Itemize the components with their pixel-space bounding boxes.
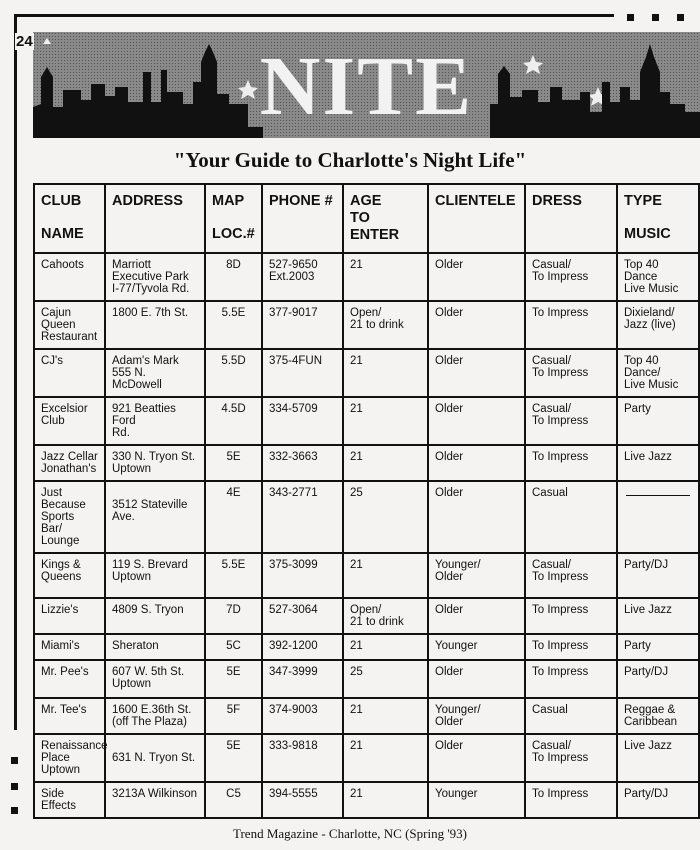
table-row <box>34 397 699 445</box>
cell-phone: 333-9818 <box>262 734 343 782</box>
cell-address: Adam's Mark 555 N. McDowell <box>105 349 205 397</box>
cell-dress: Casual/ To Impress <box>525 349 617 397</box>
cell-map: 5.5E <box>205 553 262 598</box>
cell-club: Mr. Pee's <box>34 660 105 698</box>
cell-music: Live Jazz <box>617 598 699 634</box>
cell-club: Side Effects <box>34 782 105 818</box>
header-dress: DRESS <box>525 184 617 253</box>
cell-music: Live Jazz <box>617 734 699 782</box>
cell-phone: 377-9017 <box>262 301 343 349</box>
cell-age: 21 <box>343 782 428 818</box>
cell-clientele: Older <box>428 660 525 698</box>
cell-map: C5 <box>205 782 262 818</box>
table-row <box>34 253 699 301</box>
cell-map: 5.5E <box>205 301 262 349</box>
empty-dash <box>626 495 690 496</box>
cell-dress: To Impress <box>525 445 617 481</box>
frame-rule-top <box>14 14 614 17</box>
cell-clientele: Older <box>428 445 525 481</box>
bullet-square <box>652 14 659 21</box>
cell-music: Dixieland/ Jazz (live) <box>617 301 699 349</box>
cell-age: 21 <box>343 698 428 734</box>
cell-address: 1800 E. 7th St. <box>105 301 205 349</box>
cell-music: Party/DJ <box>617 553 699 598</box>
cell-club: Kings & Queens <box>34 553 105 598</box>
cell-music <box>617 481 699 553</box>
cell-address: 607 W. 5th St. Uptown <box>105 660 205 698</box>
bullet-square <box>627 14 634 21</box>
cell-phone: 392-1200 <box>262 634 343 660</box>
cell-phone: 334-5709 <box>262 397 343 445</box>
cell-address: 4809 S. Tryon <box>105 598 205 634</box>
cell-map: 5C <box>205 634 262 660</box>
cell-club: Miami's <box>34 634 105 660</box>
cell-phone: 332-3663 <box>262 445 343 481</box>
cell-map: 5E <box>205 734 262 782</box>
nightlife-table <box>33 183 700 819</box>
cell-music: Top 40 Dance Live Music <box>617 253 699 301</box>
cell-clientele: Older <box>428 349 525 397</box>
cell-address: Sheraton <box>105 634 205 660</box>
cell-map: 4E <box>205 481 262 553</box>
cell-phone: 527-9650 Ext.2003 <box>262 253 343 301</box>
cell-address: 921 Beatties Ford Rd. <box>105 397 205 445</box>
cell-club: Renaissance Place Uptown <box>34 734 105 782</box>
cell-dress: Casual/ To Impress <box>525 553 617 598</box>
cell-dress: Casual <box>525 698 617 734</box>
cell-map: 5F <box>205 698 262 734</box>
cell-dress: Casual/ To Impress <box>525 734 617 782</box>
table-row <box>34 734 699 782</box>
cell-clientele: Younger/ Older <box>428 698 525 734</box>
cell-age: 21 <box>343 349 428 397</box>
header-club-name: CLUB NAME <box>34 184 105 253</box>
cell-map: 5E <box>205 445 262 481</box>
cell-address: 1600 E.36th St. (off The Plaza) <box>105 698 205 734</box>
banner-title: NITE <box>259 40 474 133</box>
cell-phone: 347-3999 <box>262 660 343 698</box>
cell-age: 25 <box>343 660 428 698</box>
cell-dress: To Impress <box>525 301 617 349</box>
table-row <box>34 481 699 553</box>
cell-age: Open/ 21 to drink <box>343 301 428 349</box>
footer-credit: Trend Magazine - Charlotte, NC (Spring '93) <box>232 826 468 841</box>
cell-music: Party <box>617 634 699 660</box>
cell-music: Party <box>617 397 699 445</box>
cell-club: Lizzie's <box>34 598 105 634</box>
table-row <box>34 782 699 818</box>
cell-clientele: Older <box>428 481 525 553</box>
cell-age: Open/ 21 to drink <box>343 598 428 634</box>
cell-phone: 343-2771 <box>262 481 343 553</box>
cell-clientele: Younger <box>428 634 525 660</box>
cell-address: 119 S. Brevard Uptown <box>105 553 205 598</box>
cell-music: Live Jazz <box>617 445 699 481</box>
cell-age: 21 <box>343 634 428 660</box>
bullet-square <box>11 757 18 764</box>
cell-dress: To Impress <box>525 598 617 634</box>
cell-age: 21 <box>343 734 428 782</box>
frame-rule-left <box>14 14 17 730</box>
table-row <box>34 445 699 481</box>
cell-clientele: Older <box>428 397 525 445</box>
cell-club: Mr. Tee's <box>34 698 105 734</box>
cell-club: Jazz Cellar Jonathan's <box>34 445 105 481</box>
cell-age: 21 <box>343 253 428 301</box>
table-row <box>34 553 699 598</box>
bullet-square <box>11 783 18 790</box>
header-clientele: CLIENTELE <box>428 184 525 253</box>
cell-club: Cajun Queen Restaurant <box>34 301 105 349</box>
cell-clientele: Older <box>428 598 525 634</box>
bullet-square <box>677 14 684 21</box>
cell-music: Reggae & Caribbean <box>617 698 699 734</box>
cell-clientele: Younger <box>428 782 525 818</box>
cell-address: 631 N. Tryon St. <box>105 734 205 782</box>
header-map-loc: MAP LOC.# <box>205 184 262 253</box>
cell-dress: To Impress <box>525 782 617 818</box>
table-row <box>34 634 699 660</box>
header-age: AGE TO ENTER <box>343 184 428 253</box>
cell-age: 25 <box>343 481 428 553</box>
cell-phone: 375-4FUN <box>262 349 343 397</box>
bullet-square <box>11 807 18 814</box>
cell-music: Party/DJ <box>617 660 699 698</box>
page-number: 24 <box>16 33 33 50</box>
cell-map: 8D <box>205 253 262 301</box>
cell-clientele: Younger/ Older <box>428 553 525 598</box>
cell-club: Cahoots <box>34 253 105 301</box>
nite-banner <box>33 32 700 138</box>
cell-address: 3213A Wilkinson <box>105 782 205 818</box>
cell-clientele: Older <box>428 301 525 349</box>
table-row <box>34 301 699 349</box>
cell-address: 3512 Stateville Ave. <box>105 481 205 553</box>
cell-club: CJ's <box>34 349 105 397</box>
cell-map: 5.5D <box>205 349 262 397</box>
cell-clientele: Older <box>428 734 525 782</box>
cell-dress: To Impress <box>525 634 617 660</box>
cell-phone: 375-3099 <box>262 553 343 598</box>
cell-phone: 374-9003 <box>262 698 343 734</box>
cell-club: Just Because Sports Bar/ Lounge <box>34 481 105 553</box>
cell-phone: 394-5555 <box>262 782 343 818</box>
cell-dress: Casual <box>525 481 617 553</box>
cell-dress: To Impress <box>525 660 617 698</box>
cell-music: Top 40 Dance/ Live Music <box>617 349 699 397</box>
cell-dress: Casual/ To Impress <box>525 253 617 301</box>
header-address: ADDRESS <box>105 184 205 253</box>
cell-map: 4.5D <box>205 397 262 445</box>
cell-club: Excelsior Club <box>34 397 105 445</box>
table-row <box>34 698 699 734</box>
header-music-type: TYPE MUSIC <box>617 184 699 253</box>
page-subtitle: "Your Guide to Charlotte's Night Life" <box>173 148 527 172</box>
table-row <box>34 660 699 698</box>
cell-phone: 527-3064 <box>262 598 343 634</box>
cell-clientele: Older <box>428 253 525 301</box>
cell-map: 7D <box>205 598 262 634</box>
table-header-row <box>34 184 699 253</box>
city-skyline-icon <box>490 32 700 138</box>
cell-map: 5E <box>205 660 262 698</box>
cell-dress: Casual/ To Impress <box>525 397 617 445</box>
cell-age: 21 <box>343 445 428 481</box>
header-phone: PHONE # <box>262 184 343 253</box>
table-row <box>34 349 699 397</box>
cell-address: Marriott Executive Park I-77/Tyvola Rd. <box>105 253 205 301</box>
cell-age: 21 <box>343 553 428 598</box>
cell-music: Party/DJ <box>617 782 699 818</box>
cell-age: 21 <box>343 397 428 445</box>
cell-address: 330 N. Tryon St. Uptown <box>105 445 205 481</box>
table-row <box>34 598 699 634</box>
